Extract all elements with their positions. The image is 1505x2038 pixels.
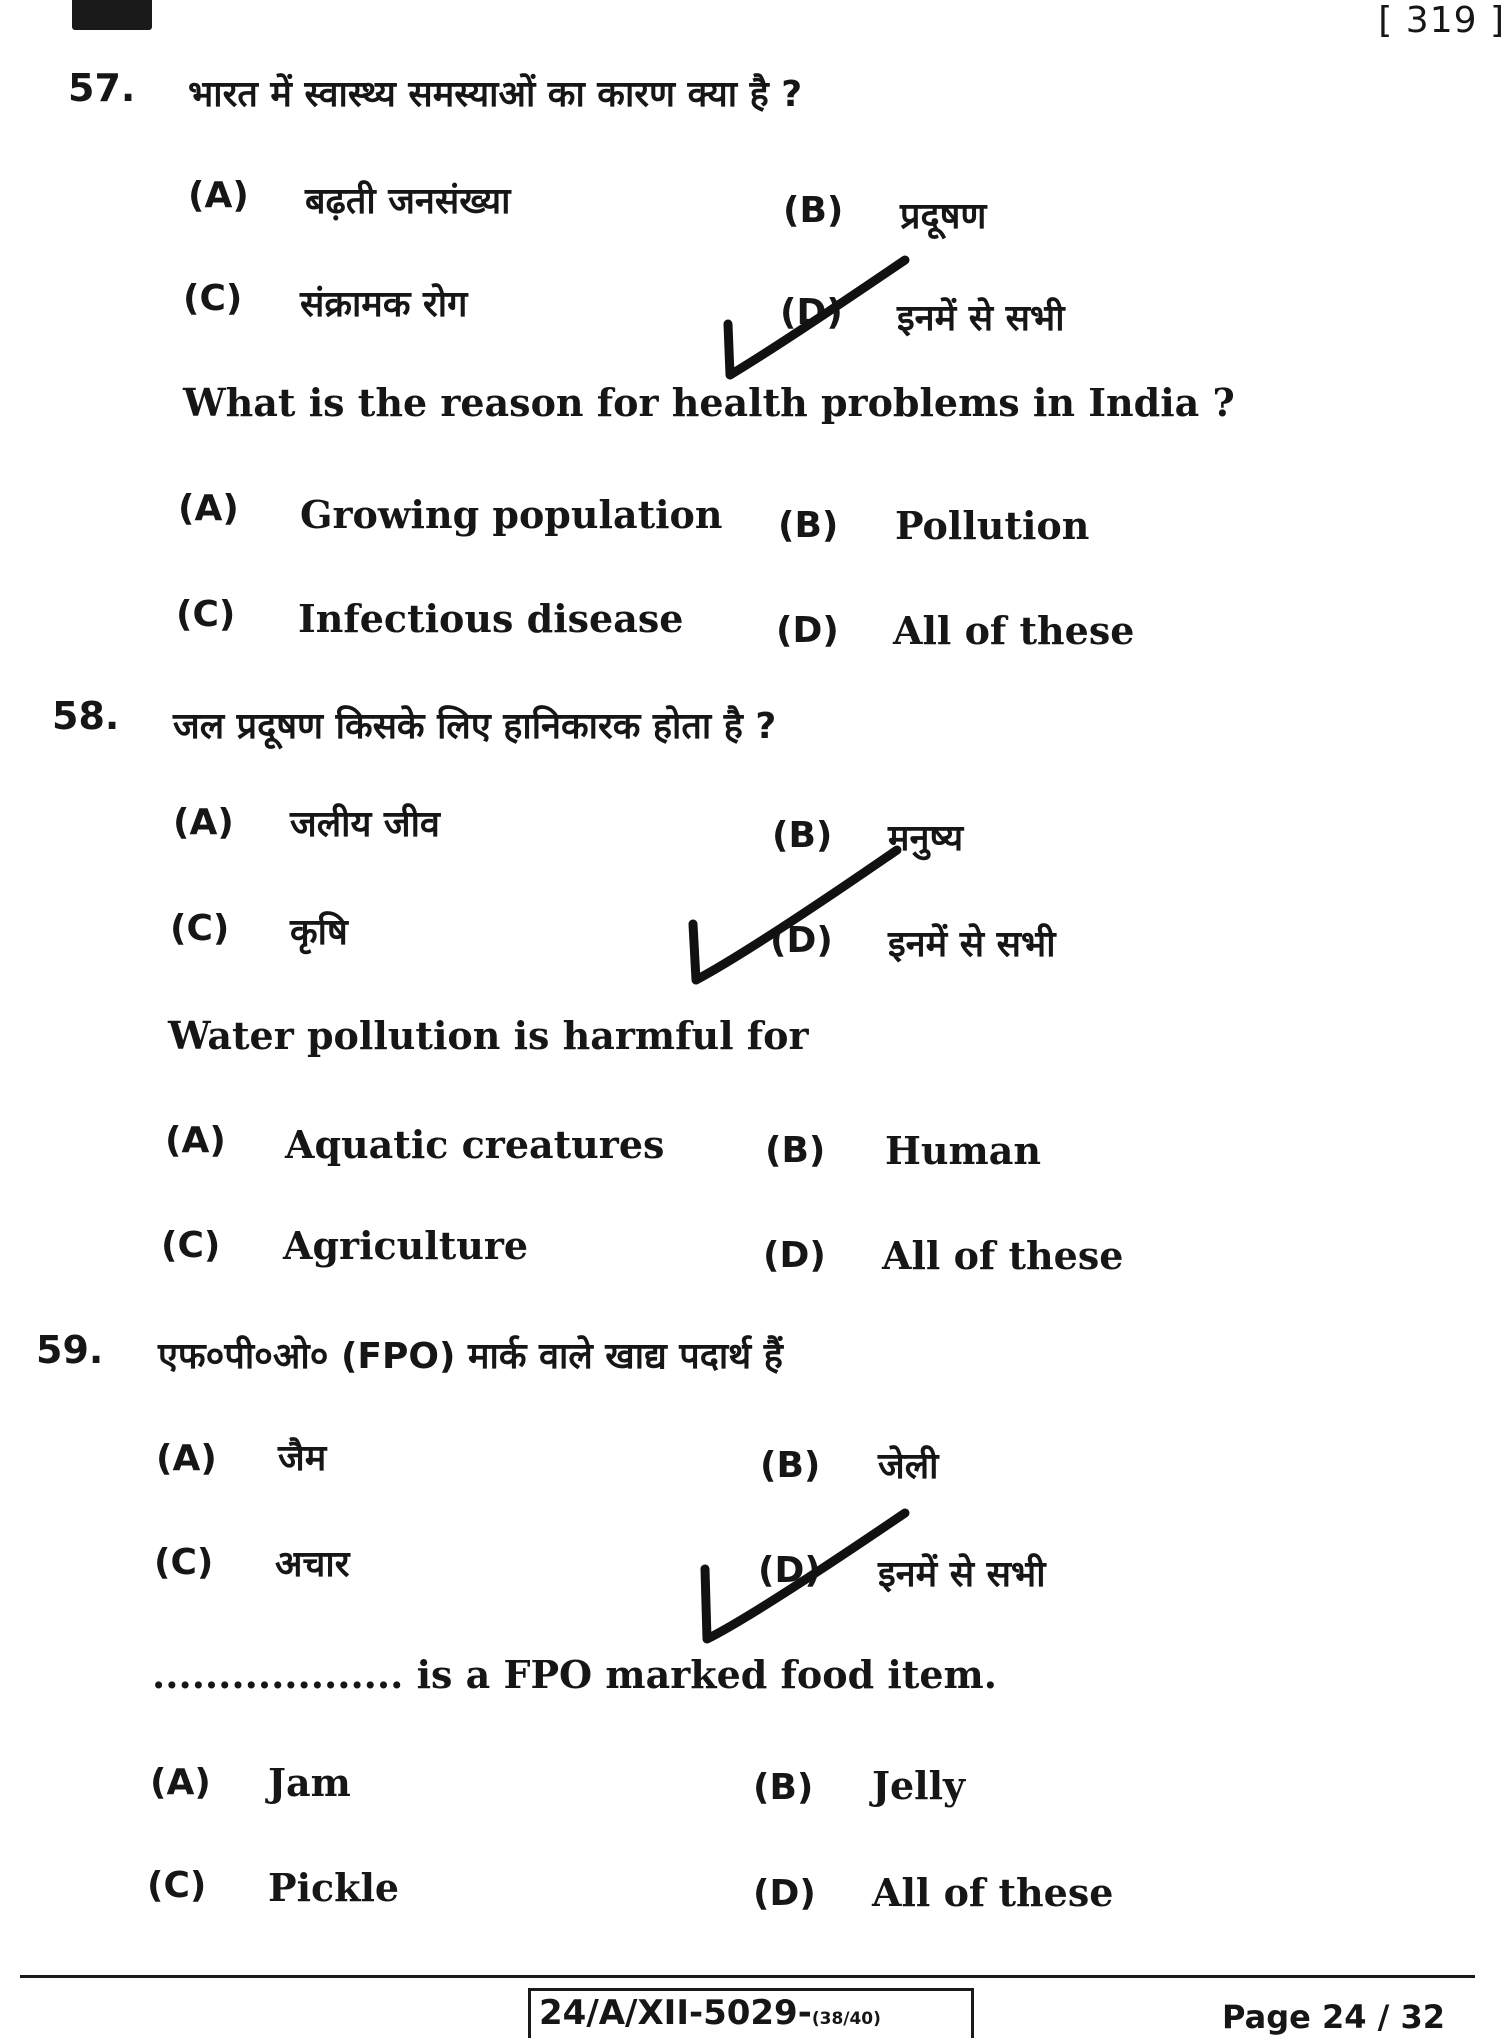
english-option-text: Jelly xyxy=(872,1763,966,1808)
english-option-text: Pickle xyxy=(268,1865,400,1910)
hindi-question: एफ०पी०ओ० (FPO) मार्क वाले खाद्य पदार्थ हैं xyxy=(158,1336,783,1377)
hindi-option-text: मनुष्य xyxy=(888,818,964,859)
english-option-letter: (B) xyxy=(778,505,839,546)
english-option-text: Growing population xyxy=(300,492,723,537)
english-option-letter: (A) xyxy=(150,1762,211,1803)
hindi-option-letter: (D) xyxy=(780,292,843,333)
hindi-option-text: इनमें से सभी xyxy=(897,298,1065,339)
hindi-option-text: प्रदूषण xyxy=(900,196,987,237)
hindi-option-letter: (B) xyxy=(760,1445,821,1486)
hindi-option-text: जैम xyxy=(278,1438,327,1479)
english-option-letter: (B) xyxy=(753,1767,814,1808)
hindi-option-letter: (B) xyxy=(772,815,833,856)
question-number: 58. xyxy=(52,694,120,738)
hindi-option-text: संक्रामक रोग xyxy=(300,284,468,325)
english-question: ................... is a FPO marked food item. xyxy=(152,1652,997,1697)
hindi-option-text: जलीय जीव xyxy=(290,804,440,845)
english-option-text: Pollution xyxy=(895,503,1090,548)
footer-divider xyxy=(20,1975,1475,1978)
page-number: [ 319 ] xyxy=(1378,0,1505,41)
hindi-option-text: जेली xyxy=(878,1446,939,1487)
hindi-question: भारत में स्वास्थ्य समस्याओं का कारण क्या है ? xyxy=(188,74,803,115)
english-option-text: All of these xyxy=(893,608,1135,653)
paper-code-suffix: (38/40) xyxy=(811,2009,881,2029)
hindi-option-letter: (D) xyxy=(758,1550,821,1591)
hindi-option-text: कृषि xyxy=(290,912,348,953)
question-number: 59. xyxy=(36,1328,104,1372)
english-option-text: Human xyxy=(885,1128,1041,1173)
english-question: Water pollution is harmful for xyxy=(168,1013,809,1058)
hindi-option-letter: (A) xyxy=(173,802,234,843)
english-option-text: Jam xyxy=(268,1760,351,1805)
english-option-text: All of these xyxy=(872,1870,1114,1915)
hindi-option-text: बढ़ती जनसंख्या xyxy=(305,181,511,222)
english-option-letter: (B) xyxy=(765,1130,826,1171)
english-option-text: Agriculture xyxy=(283,1223,529,1268)
hindi-question: जल प्रदूषण किसके लिए हानिकारक होता है ? xyxy=(173,706,777,747)
english-option-letter: (C) xyxy=(161,1225,221,1266)
hindi-option-letter: (A) xyxy=(188,175,249,216)
english-option-letter: (A) xyxy=(178,488,239,529)
english-option-letter: (D) xyxy=(763,1235,826,1276)
english-option-text: All of these xyxy=(882,1233,1124,1278)
paper-code-text: 24/A/XII-5029- xyxy=(539,1993,812,2033)
question-number: 57. xyxy=(68,66,136,110)
check-mark-icon xyxy=(682,840,912,990)
hindi-option-letter: (C) xyxy=(183,278,243,319)
hindi-option-letter: (B) xyxy=(783,190,844,231)
hindi-option-letter: (A) xyxy=(156,1438,217,1479)
check-mark-icon xyxy=(710,250,920,390)
english-option-letter: (D) xyxy=(753,1873,816,1914)
hindi-option-text: इनमें से सभी xyxy=(888,924,1056,965)
hindi-option-text: अचार xyxy=(275,1544,350,1585)
hindi-option-text: इनमें से सभी xyxy=(878,1554,1046,1595)
paper-code xyxy=(528,1988,974,2038)
check-mark-icon xyxy=(695,1505,920,1655)
corner-tag xyxy=(72,0,152,30)
english-option-letter: (C) xyxy=(147,1865,207,1906)
hindi-option-letter: (D) xyxy=(770,920,833,961)
hindi-option-letter: (C) xyxy=(170,908,230,949)
footer-page-label: Page 24 / 32 xyxy=(1222,1998,1445,2036)
english-option-letter: (A) xyxy=(165,1120,226,1161)
english-option-letter: (D) xyxy=(776,610,839,651)
english-option-text: Infectious disease xyxy=(298,596,684,641)
english-option-text: Aquatic creatures xyxy=(285,1122,665,1167)
english-question: What is the reason for health problems in India ? xyxy=(183,380,1235,425)
english-option-letter: (C) xyxy=(176,594,236,635)
hindi-option-letter: (C) xyxy=(154,1542,214,1583)
